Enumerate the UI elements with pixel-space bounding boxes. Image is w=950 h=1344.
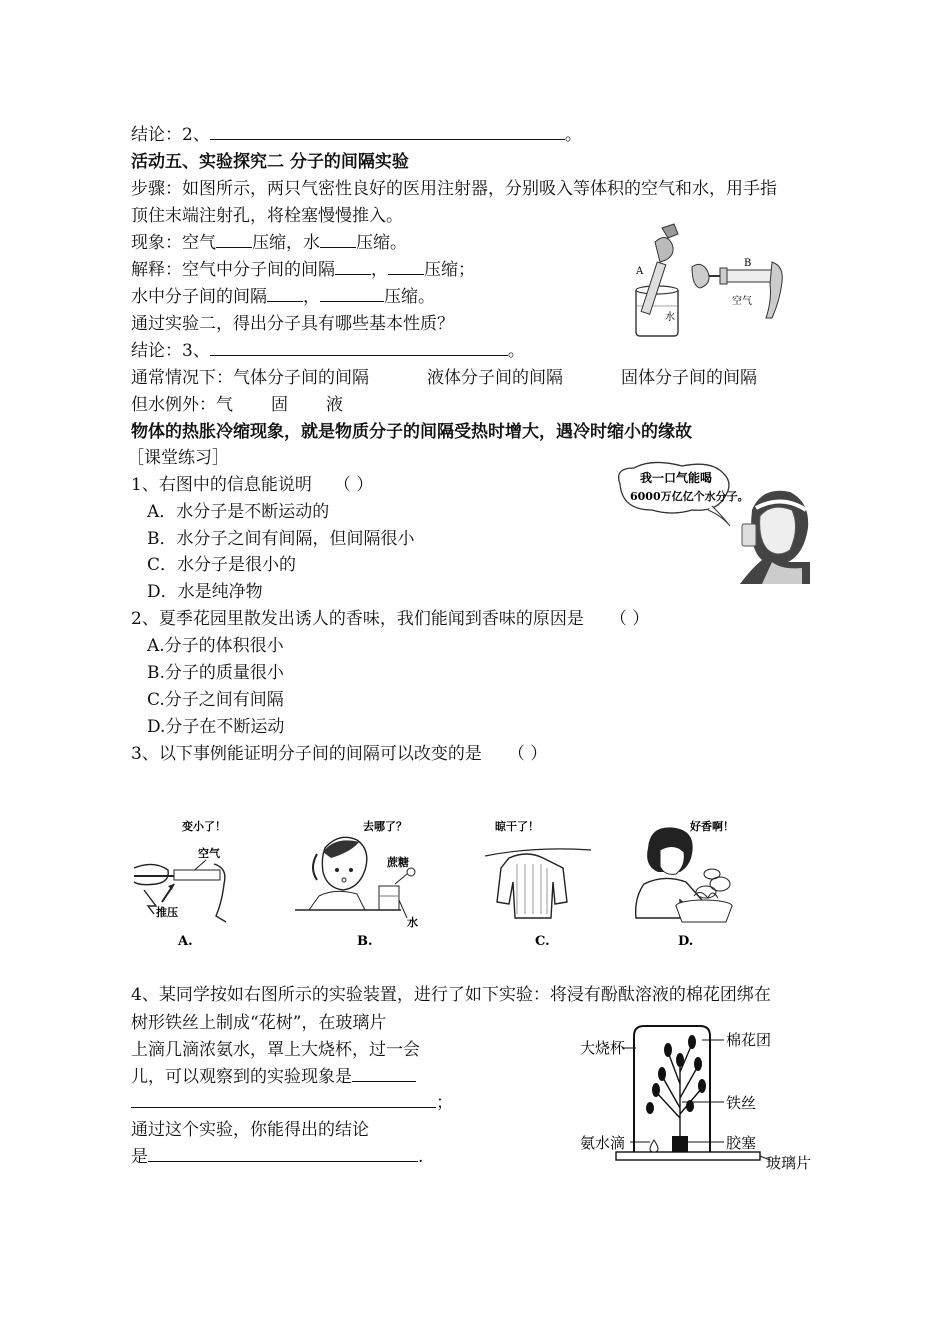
label-wire: 铁丝 [726, 1094, 757, 1112]
steps-line-1: 步骤：如图所示，两只气密性良好的医用注射器，分别吸入等体积的空气和水，用手指 [131, 179, 777, 199]
q2-answer-paren[interactable]: （ ） [609, 609, 650, 629]
q3-b-caption: 去哪了？ [363, 820, 407, 833]
q4-line-2: 树形铁丝上制成“花树”，在玻璃片 [131, 1013, 387, 1033]
bubble-line-1: 我一口气能喝 [640, 471, 713, 485]
q3-d-caption: 好香啊！ [690, 820, 734, 833]
q3-c-letter: C. [535, 934, 550, 949]
conclusion-3-end: 。 [507, 341, 525, 361]
q4-conclusion-blank[interactable] [148, 1144, 418, 1162]
q1-option-a: A．水分子是不断运动的 [147, 502, 330, 522]
q2-option-c: C.分子之间有间隔 [147, 690, 284, 710]
label-stopper: 胶塞 [726, 1134, 757, 1152]
q3-c-caption: 晾干了！ [495, 820, 539, 833]
q3-picture-c[interactable] [485, 818, 595, 950]
syringe-experiment-figure [622, 222, 792, 340]
q3-a-letter: A. [178, 934, 193, 949]
label-a: A [636, 266, 644, 277]
q3-b-label-water: 水 [407, 916, 418, 929]
q3-picture-b[interactable] [295, 818, 440, 950]
normal-state-gas: 通常情况下：气体分子间的间隔 [131, 368, 369, 388]
phenomenon-blank-water[interactable] [320, 230, 356, 248]
q1-option-b: B．水分子之间有间隔，但间隔很小 [147, 529, 415, 549]
q3-a-label-air: 空气 [198, 847, 220, 860]
label-ammonia: 氨水滴 [580, 1134, 626, 1152]
phenomenon-text-c: 压缩。 [356, 233, 407, 253]
q1-stem: 1、右图中的信息能说明 [131, 475, 312, 495]
explain-1-blank-1[interactable] [335, 257, 371, 275]
conclusion-2-end: 。 [564, 125, 582, 145]
label-b: B [744, 258, 752, 269]
explain-2-blank-1[interactable] [267, 284, 303, 302]
explain-line-1 [131, 257, 475, 283]
phenomenon-text-a: 现象：空气 [131, 233, 216, 253]
explain-2-blank-2[interactable] [320, 284, 384, 302]
explain-line-2 [131, 284, 435, 310]
q4-line-7-end: . [418, 1147, 424, 1167]
q4-line-1: 4、某同学按如右图所示的实验装置，进行了如下实验：将浸有酚酞溶液的棉花团绑在 [131, 985, 771, 1005]
explain-1-text-c: 压缩； [424, 260, 475, 280]
phenomenon-line [131, 230, 407, 256]
steps-line-2: 顶住末端注射孔，将栓塞慢慢推入。 [131, 206, 403, 226]
bubble-line-2: 6000万亿亿个水分子。 [630, 490, 749, 503]
explain-2-text-a: 水中分子间的间隔 [131, 287, 267, 307]
conclusion-2-label: 结论：2、 [131, 125, 210, 145]
q3-answer-paren[interactable]: （ ） [507, 744, 548, 764]
conclusion-3-label: 结论：3、 [131, 341, 210, 361]
thermal-expansion-note: 物体的热胀冷缩现象，就是物质分子的间隔受热时增大，遇冷时缩小的缘故 [131, 422, 692, 442]
explain-1-blank-2[interactable] [388, 257, 424, 275]
normal-state-liquid: 液体分子间的间隔 [427, 368, 563, 388]
normal-state-line [131, 365, 757, 391]
q3-d-letter: D. [678, 934, 694, 949]
q3-a-label-push: 推压 [156, 906, 178, 919]
activity-5-title: 活动五、实验探究二 分子的间隔实验 [131, 152, 409, 172]
q2-option-a: A.分子的体积很小 [147, 636, 284, 656]
q4-line-7 [131, 1144, 423, 1170]
water-exception-gas: 但水例外：气 [131, 395, 233, 415]
question-experiment-2: 通过实验二，得出分子具有哪些基本性质？ [131, 314, 454, 334]
label-beaker: 大烧杯 [580, 1039, 626, 1057]
q3-stem: 3、以下事例能证明分子间的间隔可以改变的是 [131, 744, 482, 764]
label-cotton: 棉花团 [726, 1031, 772, 1049]
q2-stem: 2、夏季花园里散发出诱人的香味，我们能闻到香味的原因是 [131, 609, 584, 629]
q1-stem-line [131, 472, 373, 498]
conclusion-3-blank[interactable] [210, 338, 508, 356]
conclusion-2-blank[interactable] [210, 122, 565, 140]
q4-phenomenon-blank-a[interactable] [352, 1064, 416, 1082]
phenomenon-text-b: 压缩，水 [252, 233, 320, 253]
q4-line-6: 通过这个实验，你能得出的结论 [131, 1120, 369, 1140]
q1-girl-drinking-figure [612, 458, 812, 584]
explain-2-text-b: ， [303, 287, 320, 307]
water-exception-line [131, 392, 343, 418]
label-glass: 玻璃片 [766, 1154, 812, 1172]
water-exception-solid: 固 [271, 395, 288, 415]
q4-line-4 [131, 1064, 416, 1090]
explain-2-text-c: 压缩。 [384, 287, 435, 307]
q3-b-letter: B. [357, 934, 373, 949]
q3-a-caption: 变小了！ [182, 820, 226, 833]
q3-stem-line [131, 741, 547, 767]
label-water: 水 [665, 312, 675, 323]
q2-option-d: D.分子在不断运动 [147, 717, 285, 737]
phenomenon-blank-air[interactable] [216, 230, 252, 248]
q4-line-5-end: ； [436, 1093, 453, 1113]
q4-line-4-text: 儿，可以观察到的实验现象是 [131, 1067, 352, 1087]
normal-state-solid: 固体分子间的间隔 [621, 368, 757, 388]
q4-phenomenon-blank-b[interactable] [131, 1090, 436, 1108]
q1-option-c: C．水分子是很小的 [147, 555, 297, 575]
q2-stem-line [131, 606, 649, 632]
q4-line-3: 上滴几滴浓氨水，罩上大烧杯，过一会 [131, 1040, 420, 1060]
q4-line-5 [131, 1090, 453, 1116]
q4-flower-tree-figure [580, 1022, 820, 1172]
conclusion-2-line [131, 122, 582, 148]
q3-picture-d[interactable] [630, 818, 745, 950]
explain-1-text-a: 解释：空气中分子间的间隔 [131, 260, 335, 280]
q2-option-b: B.分子的质量很小 [147, 663, 284, 683]
q3-b-label-sugar: 蔗糖 [387, 856, 409, 869]
water-exception-liquid: 液 [326, 395, 343, 415]
q4-line-7-text: 是 [131, 1147, 148, 1167]
conclusion-3-line [131, 338, 525, 364]
practice-header: ［课堂练习］ [127, 448, 229, 468]
label-air: 空气 [732, 296, 752, 307]
q3-picture-a[interactable] [130, 818, 250, 950]
q1-answer-paren[interactable]: （ ） [333, 475, 374, 495]
explain-1-text-b: ， [371, 260, 388, 280]
q1-option-d: D．水是纯净物 [147, 582, 263, 602]
